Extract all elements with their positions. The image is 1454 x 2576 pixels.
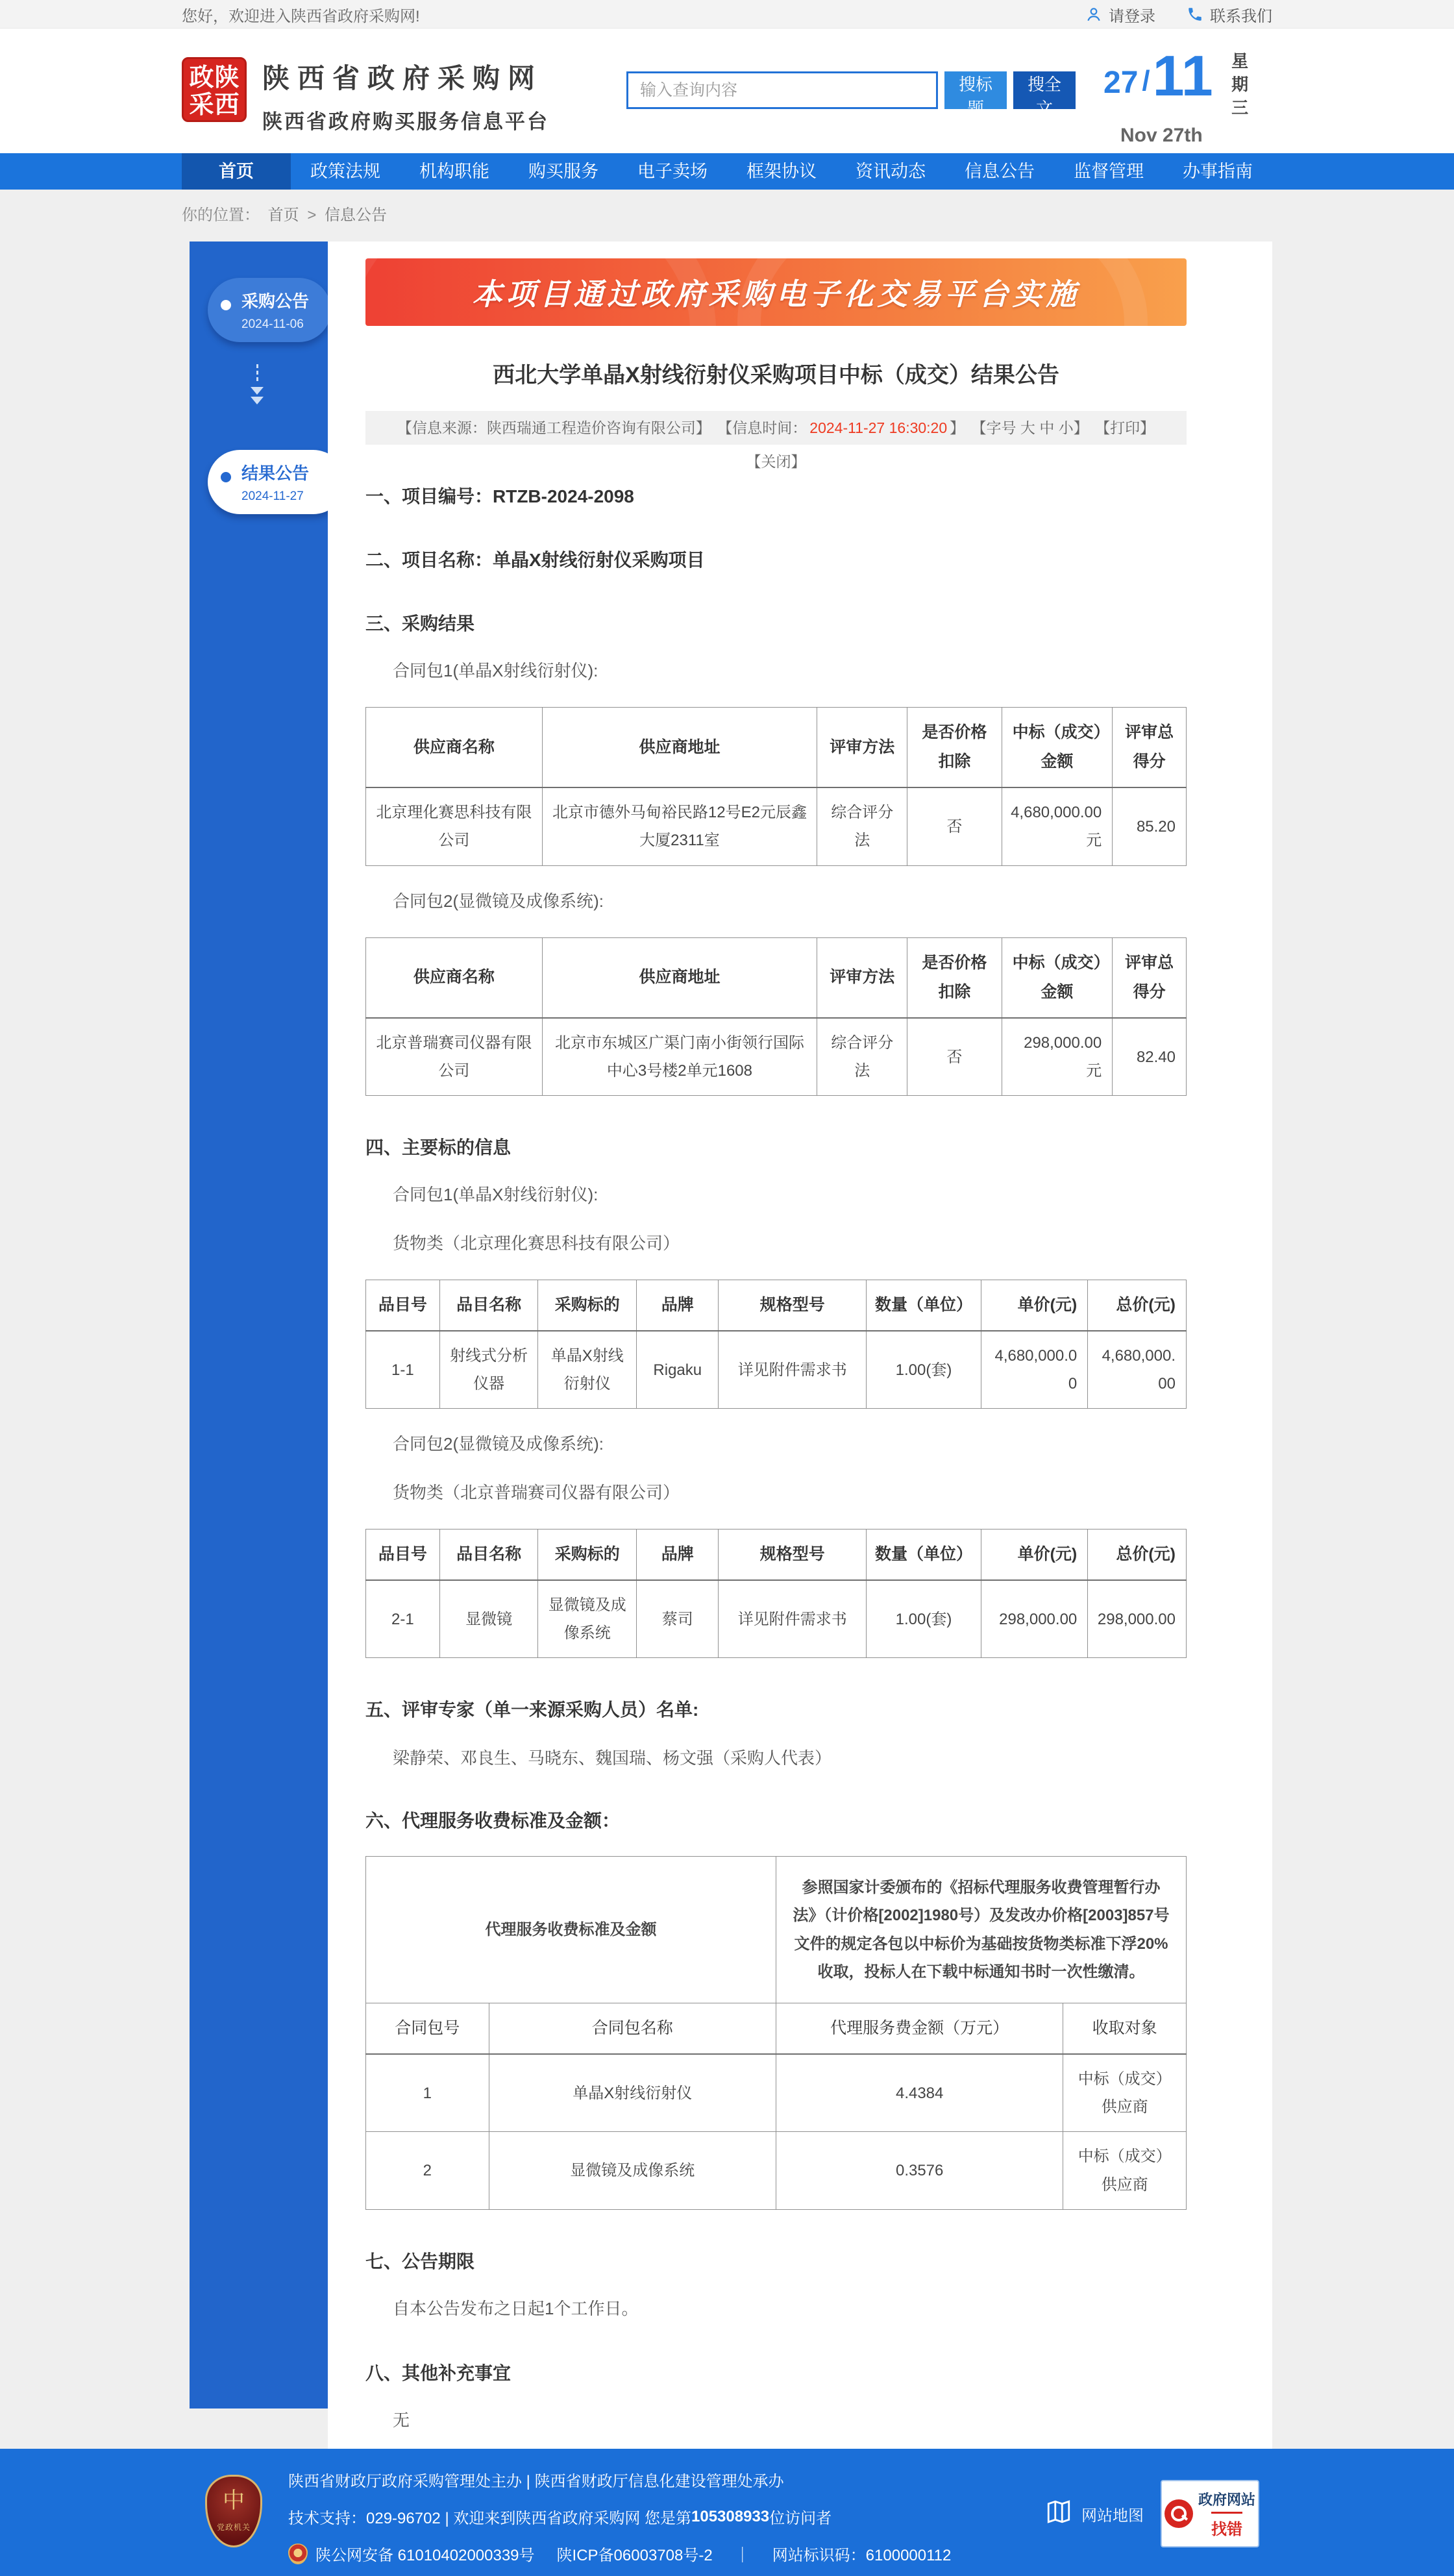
table-row: 2-1 显微镜 显微镜及成像系统 蔡司 详见附件需求书 1.00(套) 298,000.00 298,000.00 bbox=[366, 1580, 1187, 1658]
agency-fee-desc: 参照国家计委颁布的《招标代理服务收费管理暂行办法》（计价格[2002]1980号）及发改办价格[2003]857号文件的规定各包以中标价为基础按货物类标准下浮20%收取，投标人在下载中标通知书时一次性缴清。 bbox=[776, 1857, 1186, 2003]
government-shield-icon: 中 党政机关 bbox=[205, 2475, 262, 2547]
nav-item-home[interactable]: 首页 bbox=[182, 153, 291, 190]
nav-item-emall[interactable]: 电子卖场 bbox=[637, 162, 708, 181]
platform-banner bbox=[365, 258, 1187, 326]
date-slash: / bbox=[1142, 65, 1150, 97]
sitemap-link[interactable] bbox=[1045, 2498, 1144, 2530]
result-table-pkg1: 供应商名称 供应商地址 评审方法 是否价格扣除 中标（成交）金额 评审总得分 北京理化赛思科技有限公司 北京市德外马甸裕民路12号E2元辰鑫大厦2311室 综合评分法 否 4,680,000.00元 85.20 bbox=[365, 707, 1187, 865]
phone-icon bbox=[1187, 6, 1203, 23]
timeline-sidebar bbox=[190, 242, 328, 2409]
search-fulltext-button[interactable]: 搜全文 bbox=[1013, 71, 1076, 109]
meta-source: 【信息来源：陕西瑞通工程造价咨询有限公司】 bbox=[397, 419, 711, 436]
breadcrumb-sep: > bbox=[307, 206, 317, 224]
timeline-dot-icon bbox=[221, 300, 231, 310]
contact-link[interactable] bbox=[1187, 3, 1272, 26]
contact-label: 联系我们 bbox=[1210, 7, 1272, 25]
items-table-pkg1: 品目号 品目名称 采购标的 品牌 规格型号 数量（单位） 单价(元) 总价(元) 1-1 射线式分析仪器 单晶X射线衍射仪 Rigaku 详见附件需求书 1.00(套) 4,680,000.00 4,680,000.00 bbox=[365, 1280, 1187, 1409]
main-area bbox=[0, 190, 1454, 2449]
sitemap-label: 网站地图 bbox=[1081, 2507, 1144, 2525]
timeline-arrow-icon bbox=[251, 364, 264, 404]
section-5-heading: 五、评审专家（单一来源采购人员）名单: bbox=[365, 1700, 699, 1720]
nav-item-supervision[interactable]: 监督管理 bbox=[1074, 162, 1144, 181]
table-row: 1-1 射线式分析仪器 单晶X射线衍射仪 Rigaku 详见附件需求书 1.00(套) 4,680,000.00 4,680,000.00 bbox=[366, 1331, 1187, 1409]
table-row: 北京理化赛思科技有限公司 北京市德外马甸裕民路12号E2元辰鑫大厦2311室 综合评分法 否 4,680,000.00元 85.20 bbox=[366, 787, 1187, 865]
nav-item-news[interactable]: 资讯动态 bbox=[856, 162, 926, 181]
agency-fee-table: 代理服务收费标准及金额 参照国家计委颁布的《招标代理服务收费管理暂行办法》（计价格[2002]1980号）及发改办价格[2003]857号文件的规定各包以中标价为基础按货物类标准下浮20%收取，投标人在下载中标通知书时一次性缴清。 合同包号 合同包名称 代理服务费金额（万元） 收取对象 1 单晶X射线衍射仪 4.4384 中标（成交）供应商 2 显微镜及成像系统 0.3576 中标（成交）供应商 bbox=[365, 1856, 1187, 2210]
site-header bbox=[0, 29, 1454, 153]
site-footer bbox=[0, 2449, 1454, 2576]
meta-time-suffix: 】 bbox=[950, 419, 965, 436]
topbar bbox=[0, 0, 1454, 29]
search-bar bbox=[626, 71, 1076, 118]
nav-item-guide[interactable]: 办事指南 bbox=[1183, 162, 1253, 181]
section-1-heading: 一、项目编号：RTZB-2024-2098 bbox=[365, 486, 634, 506]
section-4-heading: 四、主要标的信息 bbox=[365, 1137, 511, 1158]
map-icon bbox=[1045, 2498, 1072, 2530]
site-code: 网站标识码：6100000112 bbox=[772, 2547, 952, 2564]
search-title-button[interactable]: 搜标题 bbox=[944, 71, 1007, 109]
package1-type: 货物类（北京理化赛思科技有限公司） bbox=[393, 1233, 680, 1253]
breadcrumb-home[interactable]: 首页 bbox=[267, 206, 299, 224]
nav-item-framework[interactable]: 框架协议 bbox=[746, 162, 817, 181]
welcome-text: 您好，欢迎进入陕西省政府采购网! bbox=[182, 7, 420, 25]
meta-time-prefix: 【信息时间： bbox=[717, 419, 807, 436]
font-size-control[interactable]: 【字号 大 中 小】 bbox=[971, 419, 1089, 436]
sidebar-item-purchase-notice[interactable]: 采购公告 2024-11-06 bbox=[208, 278, 331, 342]
close-button[interactable]: 【关闭】 bbox=[746, 453, 806, 470]
page-title: 西北大学单晶X射线衍射仪采购项目中标（成交）结果公告 bbox=[493, 363, 1059, 388]
print-button[interactable]: 【打印】 bbox=[1095, 419, 1155, 436]
breadcrumb bbox=[182, 203, 1454, 229]
meta-time: 2024-11-27 16:30:20 bbox=[809, 419, 948, 436]
table-row: 北京普瑞赛司仪器有限公司 北京市东城区广渠门南小街领行国际中心3号楼2单元1608 综合评分法 否 298,000.00元 82.40 bbox=[366, 1018, 1187, 1096]
expert-names: 梁静荣、邓良生、马晓东、魏国瑞、杨文强（采购人代表） bbox=[393, 1748, 832, 1768]
timeline-dot-icon bbox=[221, 472, 231, 482]
section-8-heading: 八、其他补充事宜 bbox=[365, 2363, 511, 2384]
section-3-heading: 三、采购结果 bbox=[365, 613, 475, 634]
table-row: 1 单晶X射线衍射仪 4.4384 中标（成交）供应商 bbox=[366, 2054, 1187, 2132]
date-day: 27 bbox=[1103, 66, 1139, 100]
date-month: 11 bbox=[1152, 43, 1213, 108]
nav-item-functions[interactable]: 机构职能 bbox=[419, 162, 489, 181]
article-meta bbox=[365, 411, 1187, 470]
package2-label: 合同包2(显微镜及成像系统): bbox=[393, 891, 604, 911]
banner-text: 本项目通过政府采购电子化交易平台实施 bbox=[472, 277, 1080, 311]
items-table-pkg2: 品目号 品目名称 采购标的 品牌 规格型号 数量（单位） 单价(元) 总价(元) 2-1 显微镜 显微镜及成像系统 蔡司 详见附件需求书 1.00(套) 298,000.00 298,000.00 bbox=[365, 1529, 1187, 1658]
search-input[interactable] bbox=[626, 71, 938, 109]
section-2-heading: 二、项目名称：单晶X射线衍射仪采购项目 bbox=[365, 550, 705, 570]
package2-type: 货物类（北京普瑞赛司仪器有限公司） bbox=[393, 1482, 680, 1502]
section-7-body: 自本公告发布之日起1个工作日。 bbox=[393, 2298, 639, 2318]
package1-label: 合同包1(单晶X射线衍射仪): bbox=[393, 661, 598, 680]
package1-label: 合同包1(单晶X射线衍射仪): bbox=[393, 1185, 598, 1205]
site-subtitle: 陕西省政府购买服务信息平台 bbox=[262, 110, 549, 133]
breadcrumb-current[interactable]: 信息公告 bbox=[325, 206, 388, 224]
main-nav bbox=[0, 153, 1454, 190]
beian-icp: 陕ICP备06003708号-2 bbox=[556, 2547, 713, 2564]
content-panel bbox=[328, 242, 1272, 2449]
breadcrumb-prefix: 你的位置： bbox=[182, 206, 260, 224]
section-7-heading: 七、公告期限 bbox=[365, 2251, 475, 2272]
nav-item-announcements[interactable]: 信息公告 bbox=[965, 162, 1035, 181]
footer-support-line: 技术支持：029-96702 | 欢迎来到陕西省政府采购网 您是第 105308933 位访问者 bbox=[288, 2507, 832, 2527]
agency-fee-label: 代理服务收费标准及金额 bbox=[366, 1857, 776, 2003]
nav-item-policy[interactable]: 政策法规 bbox=[310, 162, 380, 181]
section-6-heading: 六、代理服务收费标准及金额： bbox=[365, 1811, 621, 1831]
login-label: 请登录 bbox=[1109, 7, 1155, 25]
footer-beian-line: 陕公网安备 61010402000339号 陕ICP备06003708号-2 ｜ 网站标识码：6100000112 bbox=[288, 2542, 951, 2565]
date-english: Nov 27th bbox=[1120, 125, 1203, 146]
section-8-body: 无 bbox=[393, 2410, 410, 2431]
table-row: 2 显微镜及成像系统 0.3576 中标（成交）供应商 bbox=[366, 2132, 1187, 2209]
visitor-count: 105308933 bbox=[691, 2507, 770, 2525]
result-table-pkg2: 供应商名称 供应商地址 评审方法 是否价格扣除 中标（成交）金额 评审总得分 北京普瑞赛司仪器有限公司 北京市东城区广渠门南小街领行国际中心3号楼2单元1608 综合评分法 否 298,000.00元 82.40 bbox=[365, 937, 1187, 1096]
beian-gongan: 陕公网安备 61010402000339号 bbox=[315, 2547, 535, 2564]
login-link[interactable] bbox=[1085, 3, 1155, 26]
date-weekday: 星期三 bbox=[1229, 52, 1249, 122]
site-title: 陕西省政府采购网 bbox=[262, 63, 543, 93]
user-icon bbox=[1085, 6, 1102, 23]
magnifier-icon bbox=[1164, 2499, 1193, 2528]
gov-site-error-report-badge[interactable]: 政府网站 找错 bbox=[1161, 2480, 1259, 2547]
nav-item-purchase-service[interactable]: 购买服务 bbox=[528, 162, 598, 181]
public-security-badge-icon bbox=[288, 2544, 308, 2564]
footer-organizer-line: 陕西省财政厅政府采购管理处主办 | 陕西省财政厅信息化建设管理处承办 bbox=[288, 2473, 784, 2490]
date-widget bbox=[1103, 43, 1259, 147]
sidebar-item-result-notice[interactable]: 结果公告 2024-11-27 bbox=[208, 450, 345, 514]
site-logo: 政 陕 采 西 bbox=[182, 57, 247, 122]
package2-label: 合同包2(显微镜及成像系统): bbox=[393, 1434, 604, 1454]
